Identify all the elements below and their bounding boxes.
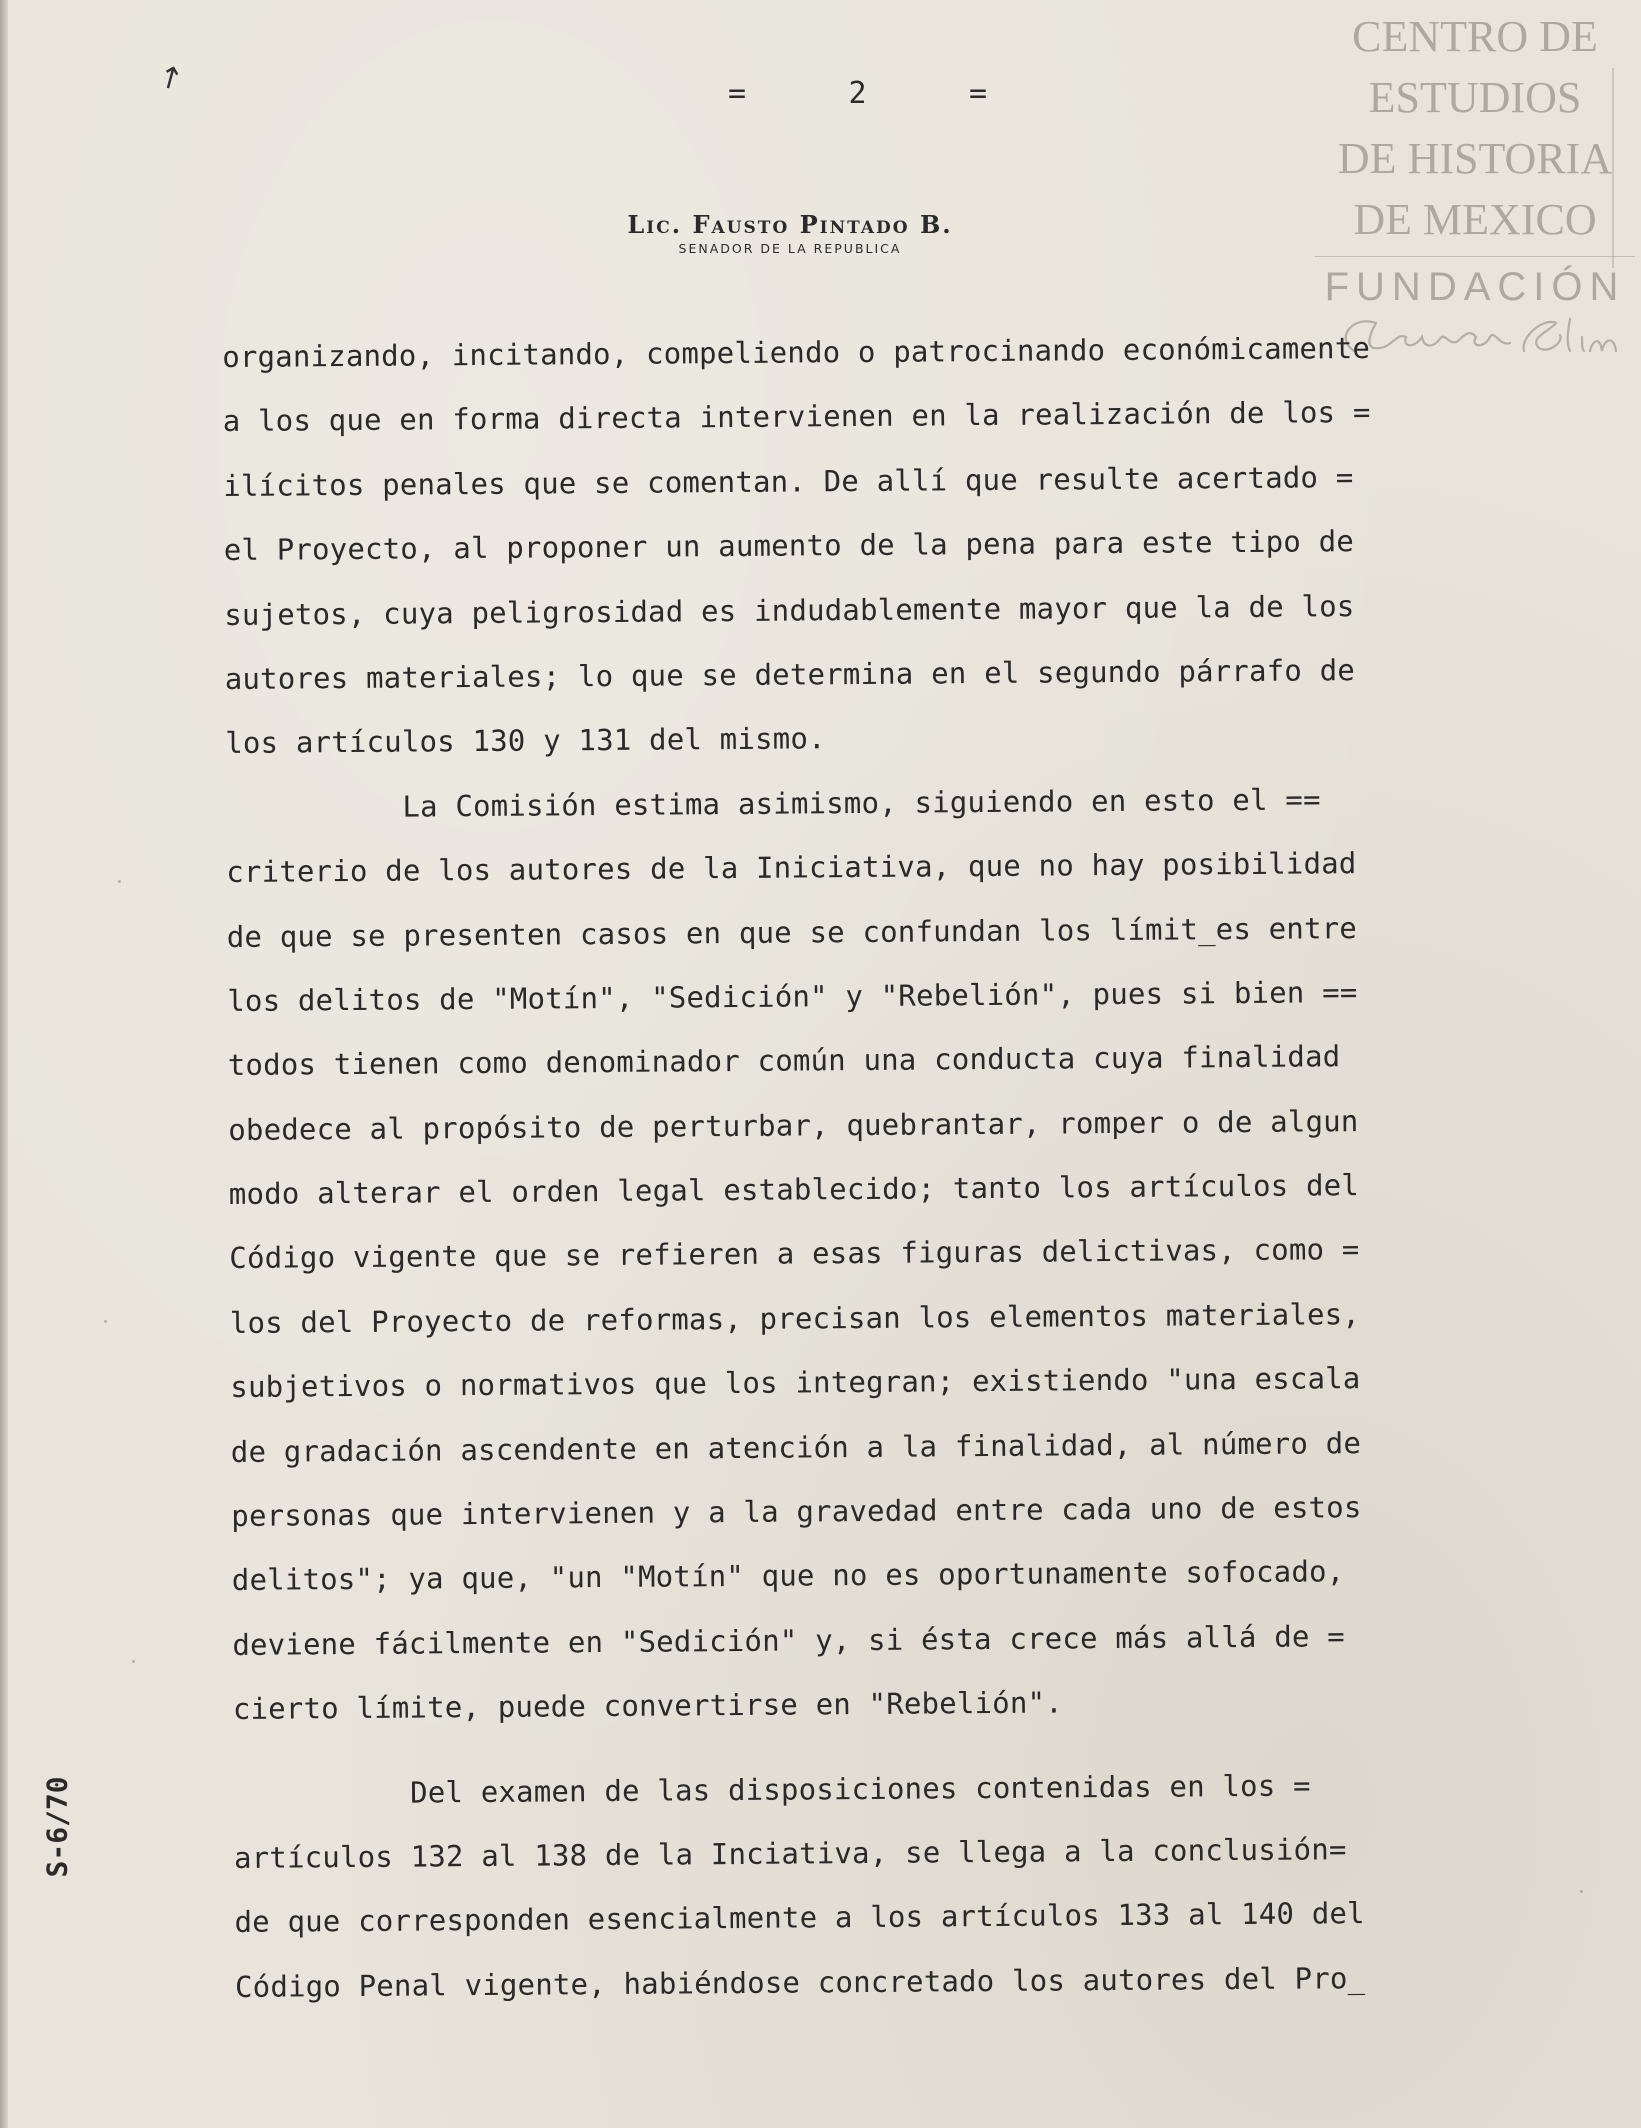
watermark-line: DE HISTORIA xyxy=(1337,134,1613,183)
watermark-line: ESTUDIOS xyxy=(1368,73,1582,122)
text-line: personas que intervienen y a la gravedad entre cada uno de estos xyxy=(231,1490,1362,1533)
page-edge xyxy=(0,0,8,2128)
corner-mark-glyph: ↗ xyxy=(150,56,191,99)
letterhead xyxy=(560,210,1020,256)
text-line: sujetos, cuya peligrosidad es indudablemente mayor que la de los xyxy=(224,588,1355,632)
watermark-divider xyxy=(1315,256,1635,257)
text-line: los del Proyecto de reformas, precisan los elementos materiales, xyxy=(229,1296,1361,1340)
letterhead-name: Lic. Fausto Pintado B. xyxy=(627,210,953,239)
text-line: los artículos 130 y 131 del mismo. xyxy=(225,721,826,761)
text-line: Código vigente que se refieren a esas figuras delictivas, como = xyxy=(229,1232,1360,1276)
watermark-frame-line xyxy=(1612,68,1614,268)
letterhead-role: SENADOR DE LA REPUBLICA xyxy=(678,241,902,256)
paper-speck xyxy=(104,1320,107,1323)
text-line: el Proyecto, al proponer un aumento de la pena para este tipo de xyxy=(223,524,1355,568)
corner-pen-mark xyxy=(150,56,198,110)
text-line: de gradación ascendente en atención a la finalidad, al número de xyxy=(230,1425,1362,1469)
text-line: La Comisión estima asimismo, siguiendo en esto el == xyxy=(225,782,1321,825)
paragraph-2 xyxy=(226,765,1554,1741)
text-line: delitos"; ya que, "un "Motín" que no es oportunamente sofocado, xyxy=(231,1554,1345,1598)
text-line: criterio de los autores de la Iniciativa, que no hay posibilidad xyxy=(226,846,1357,890)
text-line: a los que en forma directa intervienen en la realización de los = xyxy=(222,395,1371,439)
paper-speck xyxy=(118,880,121,883)
text-line: de que corresponden esencialmente a los artículos 133 al 140 del xyxy=(234,1896,1365,1940)
archive-side-code xyxy=(22,1752,72,1882)
page-number: 2 xyxy=(848,76,868,111)
paragraph-1 xyxy=(222,315,1545,776)
typewritten-body xyxy=(222,315,1555,2019)
text-line: ilícitos penales que se comentan. De allí que resulte acertado = xyxy=(223,459,1354,503)
side-code-label: S-6/70 xyxy=(40,1776,74,1878)
text-line: artículos 132 al 138 de la Inciativa, se llega a la conclusión= xyxy=(233,1832,1347,1875)
watermark-foundation: FUNDACIÓN xyxy=(1324,265,1626,309)
text-line: deviene fácilmente en "Sedición" y, si ésta crece más allá de = xyxy=(232,1619,1346,1662)
text-line: Código Penal vigente, habiéndose concretado los autores del Pro_ xyxy=(234,1960,1366,2004)
text-line: autores materiales; lo que se determina en el segundo párrafo de xyxy=(224,653,1356,696)
text-line: todos tienen como denominador común una conducta cuya finalidad xyxy=(227,1039,1341,1083)
page-number-right-mark: = xyxy=(968,76,988,111)
text-line: modo alterar el orden legal establecido; tanto los artículos del xyxy=(228,1168,1360,1212)
text-line: Del examen de las disposiciones contenidas en los = xyxy=(233,1768,1311,1811)
paper-speck xyxy=(1580,1890,1583,1893)
text-line: cierto límite, puede convertirse en "Rebelión". xyxy=(232,1685,1063,1727)
page-number-header xyxy=(728,76,988,111)
text-line: de que se presenten casos en que se confundan los límit_es entre xyxy=(226,910,1358,954)
watermark-line: DE MEXICO xyxy=(1353,195,1597,244)
paragraph-3 xyxy=(233,1751,1555,2019)
text-line: organizando, incitando, compeliendo o patrocinando económicamente xyxy=(222,330,1371,374)
paper-speck xyxy=(132,1660,135,1663)
page-number-left-mark: = xyxy=(728,76,748,111)
text-line: obedece al propósito de perturbar, quebrantar, romper o de algun xyxy=(228,1103,1359,1147)
text-line: subjetivos o normativos que los integran; existiendo "una escala xyxy=(230,1361,1361,1405)
watermark-line: CENTRO DE xyxy=(1352,12,1598,61)
text-line: los delitos de "Motín", "Sedición" y "Rebelión", pues si bien == xyxy=(227,975,1358,1018)
